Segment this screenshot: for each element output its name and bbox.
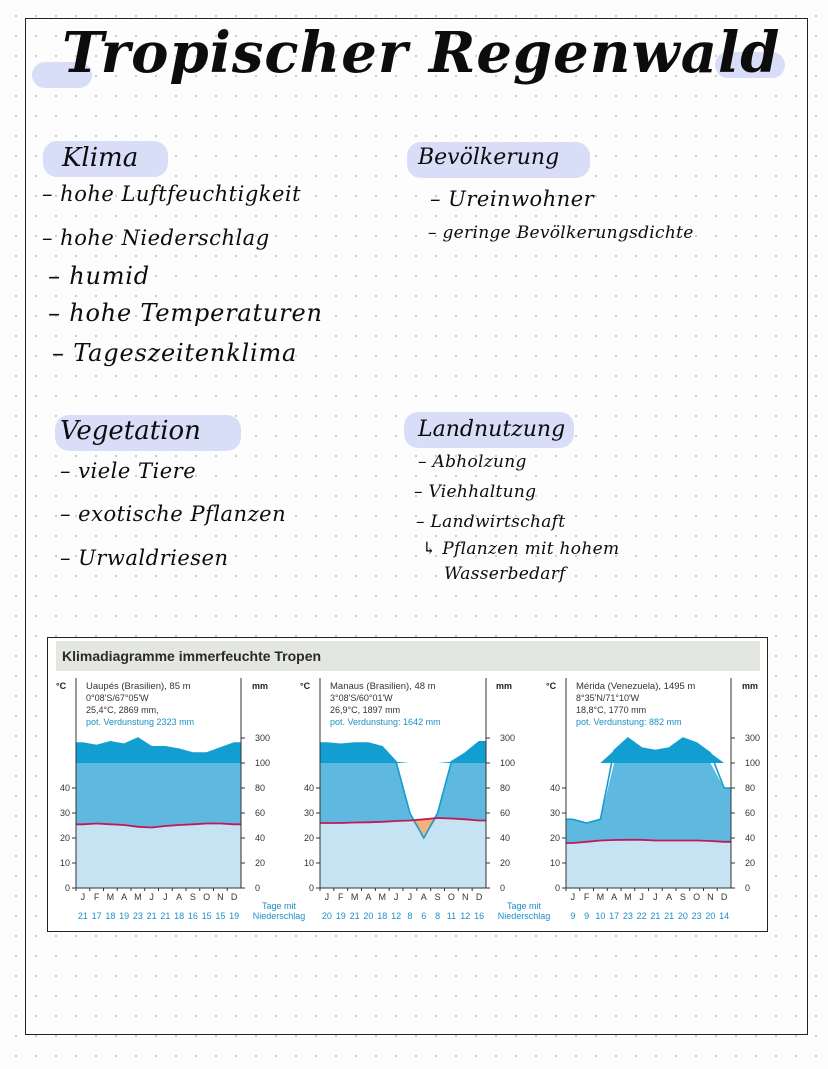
vegetation-item: – exotische Pflanzen (60, 502, 287, 526)
vegetation-item: – Urwaldriesen (60, 546, 229, 570)
section-heading-bevoelkerung: Bevölkerung (418, 145, 560, 170)
klima-item: – hohe Luftfeuchtigkeit (42, 182, 302, 206)
rain-days-label: Niederschlag (497, 911, 551, 921)
station-stats: 26,9°C, 1897 mm (330, 705, 401, 715)
month-label: J (324, 892, 330, 902)
humid-area (566, 763, 731, 843)
month-label: A (121, 892, 128, 902)
rain-days-value: 18 (174, 911, 185, 921)
rain-days-value: 10 (595, 911, 606, 921)
rain-days-value: 11 (446, 911, 457, 921)
rain-days-value: 21 (77, 911, 88, 921)
humid-area (76, 763, 241, 828)
precip-tick-label: 0 (500, 883, 506, 893)
month-label: J (570, 892, 576, 902)
figure-title: Klimadiagramme immerfeuchte Tropen (56, 641, 760, 671)
station-coords: 8°35'N/71°10'W (576, 693, 640, 703)
month-label: J (149, 892, 154, 902)
month-label: N (707, 892, 714, 902)
rain-days-value: 19 (229, 911, 240, 921)
precip-tick-label: 40 (255, 833, 266, 843)
bevoelkerung-item: – Ureinwohner (430, 187, 595, 211)
station-coords: 3°08'S/60°01'W (330, 693, 393, 703)
precip-tick-label: 20 (255, 858, 266, 868)
rain-days-value: 12 (391, 911, 402, 921)
month-label: J (407, 892, 413, 902)
temp-tick-label: 30 (59, 808, 70, 818)
month-label: D (230, 892, 238, 902)
landnutzung-item: – Abholzung (418, 452, 527, 472)
station-evaporation: pot. Verdunstung 2323 mm (86, 717, 195, 727)
month-label: N (217, 892, 224, 902)
vegetation-item: – viele Tiere (60, 459, 197, 483)
month-label: A (611, 892, 618, 902)
month-label: M (378, 892, 386, 902)
precip-tick-label: 100 (255, 758, 271, 768)
rain-days-value: 20 (705, 911, 716, 921)
station-title: Uaupés (Brasilien), 85 m (86, 681, 191, 692)
temp-tick-label: 0 (554, 883, 560, 893)
month-label: O (447, 892, 455, 902)
month-label: F (93, 892, 100, 902)
station-evaporation: pot. Verdunstung: 1642 mm (330, 717, 441, 727)
station-stats: 25,4°C, 2869 mm, (86, 705, 159, 715)
month-label: J (163, 892, 168, 902)
temp-tick-label: 0 (64, 883, 70, 893)
month-label: J (80, 892, 86, 902)
rain-days-value: 21 (160, 911, 171, 921)
rain-days-value: 20 (363, 911, 374, 921)
rain-days-value: 20 (321, 911, 332, 921)
section-heading-vegetation: Vegetation (60, 416, 201, 446)
temp-tick-label: 30 (303, 808, 314, 818)
month-label: N (462, 892, 469, 902)
perhumid-area (320, 742, 486, 763)
precip-tick-label: 60 (745, 808, 756, 818)
rain-days-label: Tage mit (506, 901, 542, 911)
precip-tick-label: 80 (745, 783, 756, 793)
station-evaporation: pot. Verdunstung: 882 mm (576, 717, 682, 727)
rain-days-value: 17 (91, 911, 102, 921)
rain-days-value: 18 (105, 911, 116, 921)
precip-tick-label: 0 (745, 883, 751, 893)
rain-days-value: 15 (201, 911, 212, 921)
climate-charts (48, 638, 766, 930)
rain-days-value: 8 (407, 911, 413, 921)
rain-days-label: Niederschlag (252, 911, 306, 921)
month-label: J (653, 892, 658, 902)
month-label: M (596, 892, 605, 902)
precip-base-area (566, 840, 731, 888)
rain-days-value: 21 (146, 911, 157, 921)
month-label: D (720, 892, 728, 902)
precip-tick-label: 60 (255, 808, 266, 818)
climate-diagram-figure (47, 637, 768, 932)
rain-days-value: 12 (460, 911, 471, 921)
rain-days-value: 9 (570, 911, 576, 921)
precip-tick-label: 100 (500, 758, 516, 768)
month-label: O (203, 892, 211, 902)
rain-days-value: 9 (584, 911, 590, 921)
temp-tick-label: 20 (59, 833, 70, 843)
precip-tick-label: 0 (255, 883, 261, 893)
rain-days-value: 21 (349, 911, 360, 921)
month-label: A (176, 892, 183, 902)
month-label: S (679, 892, 686, 902)
rain-days-value: 8 (435, 911, 441, 921)
rain-days-value: 16 (474, 911, 485, 921)
rain-days-value: 6 (421, 911, 427, 921)
station-stats: 18,8°C, 1770 mm (576, 705, 647, 715)
station-title: Mérida (Venezuela), 1495 m (576, 681, 696, 692)
temp-tick-label: 40 (59, 783, 70, 793)
precip-tick-label: 300 (745, 733, 761, 743)
temp-tick-label: 10 (303, 858, 314, 868)
temp-tick-label: 0 (308, 883, 314, 893)
precip-base-area (76, 824, 241, 889)
unit-precip-label: mm (496, 681, 513, 691)
page-title: Tropischer Regenwald (62, 20, 781, 86)
precip-tick-label: 300 (255, 733, 271, 743)
rain-days-value: 20 (677, 911, 688, 921)
month-label: M (134, 892, 142, 902)
rain-days-value: 23 (691, 911, 702, 921)
unit-precip-label: mm (252, 681, 269, 691)
precip-tick-label: 80 (500, 783, 511, 793)
month-label: S (189, 892, 196, 902)
rain-days-value: 15 (215, 911, 226, 921)
unit-temp-label: °C (300, 681, 311, 691)
precip-tick-label: 100 (745, 758, 761, 768)
month-label: J (393, 892, 399, 902)
rain-days-value: 18 (377, 911, 388, 921)
month-label: F (338, 892, 344, 902)
month-label: J (639, 892, 644, 902)
unit-precip-label: mm (742, 681, 759, 691)
klima-item: – humid (48, 262, 150, 290)
month-label: A (420, 892, 427, 902)
perhumid-area (76, 738, 241, 763)
landnutzung-item: – Viehhaltung (414, 482, 537, 502)
temp-tick-label: 20 (549, 833, 560, 843)
rain-days-value: 21 (664, 911, 675, 921)
month-label: A (365, 892, 372, 902)
precip-tick-label: 60 (500, 808, 511, 818)
bevoelkerung-item: – geringe Bevölkerungsdichte (428, 223, 694, 243)
precip-tick-label: 40 (745, 833, 756, 843)
landnutzung-item: Wasserbedarf (444, 564, 566, 584)
section-heading-klima: Klima (62, 143, 139, 173)
rain-days-value: 23 (132, 911, 143, 921)
temp-tick-label: 10 (549, 858, 560, 868)
precip-tick-label: 300 (500, 733, 516, 743)
rain-days-label: Tage mit (261, 901, 297, 911)
klima-item: – hohe Temperaturen (48, 299, 323, 327)
rain-days-value: 16 (187, 911, 198, 921)
unit-temp-label: °C (546, 681, 557, 691)
klima-item: – Tageszeitenklima (52, 339, 298, 367)
precip-base-area (320, 818, 486, 888)
precip-tick-label: 40 (500, 833, 511, 843)
rain-days-value: 22 (636, 911, 647, 921)
precip-tick-label: 20 (745, 858, 756, 868)
month-label: A (666, 892, 673, 902)
section-heading-landnutzung: Landnutzung (418, 417, 566, 442)
month-label: M (350, 892, 359, 902)
landnutzung-item: – Landwirtschaft (416, 512, 566, 532)
rain-days-value: 23 (622, 911, 633, 921)
temp-tick-label: 40 (549, 783, 560, 793)
precip-tick-label: 80 (255, 783, 266, 793)
landnutzung-item: ↳ Pflanzen mit hohem (422, 539, 620, 559)
temp-tick-label: 10 (59, 858, 70, 868)
rain-days-value: 19 (119, 911, 130, 921)
precip-tick-label: 20 (500, 858, 511, 868)
rain-days-value: 21 (650, 911, 661, 921)
temp-tick-label: 20 (303, 833, 314, 843)
temp-tick-label: 30 (549, 808, 560, 818)
month-label: D (475, 892, 483, 902)
rain-days-value: 14 (719, 911, 730, 921)
station-coords: 0°08'S/67°05'W (86, 693, 149, 703)
month-label: M (106, 892, 115, 902)
unit-temp-label: °C (56, 681, 67, 691)
klima-item: – hohe Niederschlag (42, 226, 270, 250)
rain-days-value: 19 (335, 911, 346, 921)
month-label: O (693, 892, 701, 902)
month-label: M (624, 892, 632, 902)
rain-days-value: 17 (609, 911, 620, 921)
month-label: S (434, 892, 441, 902)
month-label: F (583, 892, 590, 902)
temp-tick-label: 40 (303, 783, 314, 793)
station-title: Manaus (Brasilien), 48 m (330, 681, 436, 692)
